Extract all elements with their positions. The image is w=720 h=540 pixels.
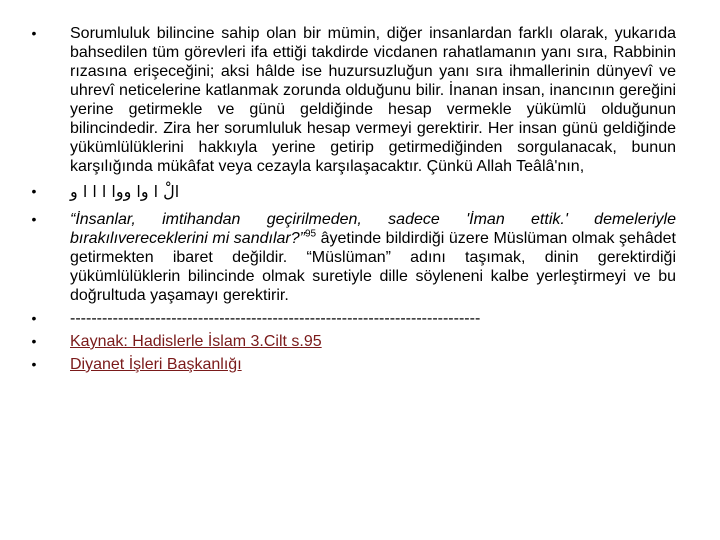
quote-rest: âyetinde bildirdiği üzere Müslüman olmak şehâdet getirmekten ibaret değildir. “Müslüman” adını taşımak, dinin gerektirdiği yükümlülüklerin bilincinde olmak suretiyle dille söyleneni kalbe yerleştirmeyi ve bu doğrultuda yaşamayı gerektirir. xyxy=(70,230,676,304)
quote-paragraph xyxy=(70,210,676,305)
bullet-list xyxy=(28,24,676,378)
paragraph-text: Sorumluluk bilincine sahip olan bir mümin, diğer insanlardan farklı olarak, yukarıda bahsedilen tüm görevleri ifa ettiği takdirde vicdanen rahatlamanın yanı sıra, Rabbinin rızasına erişeceğini; aksi hâlde ise huzursuzluğun yanı sıra ihmallerinin dünyevî ve uhrevî neticelerine katlanmak zorunda olduğunu bilir. İnanan insan, inancının gereğini yerine getirmekle ve günü geldiğinde hesap vermekle yükümlü olduğunun bilincindedir. Zira her sorumluluk hesap vermeyi gerektirir. Her insan günü geldiğinde yükümlülüklerini hakkıyla yerine getirip getirmediğinden sorgulanacak, bunun karşılığında mükâfat veya cezayla karşılaşacaktır. Çünkü Allah Teâlâ'nın, xyxy=(70,25,676,175)
bullet-icon: • xyxy=(31,183,37,199)
list-item-quote xyxy=(28,210,676,305)
bullet-icon: • xyxy=(31,356,37,372)
list-item-divider xyxy=(28,309,676,328)
source-link[interactable]: Kaynak: Hadislerle İslam 3.Cilt s.95 xyxy=(70,333,322,350)
footnote-number: 95 xyxy=(304,228,317,240)
list-item-publisher xyxy=(28,355,676,374)
list-item-paragraph xyxy=(28,24,676,176)
bullet-icon: • xyxy=(31,211,37,227)
list-item-source xyxy=(28,332,676,351)
publisher-link[interactable]: Diyanet İşleri Başkanlığı xyxy=(70,356,242,373)
arabic-verse: الْ ا وا ووا ا ا ا و xyxy=(70,182,180,201)
divider-line: ----------------------------------------------------------------------------- xyxy=(70,310,481,327)
quote-italic: “İnsanlar, imtihandan geçirilmeden, sadece 'İman ettik.' demeleriyle bırakılıverecеklerini mi sandılar?” xyxy=(70,211,676,247)
list-item-arabic xyxy=(28,182,676,202)
bullet-icon: • xyxy=(31,310,37,326)
bullet-icon: • xyxy=(31,333,37,349)
bullet-icon: • xyxy=(31,25,37,41)
